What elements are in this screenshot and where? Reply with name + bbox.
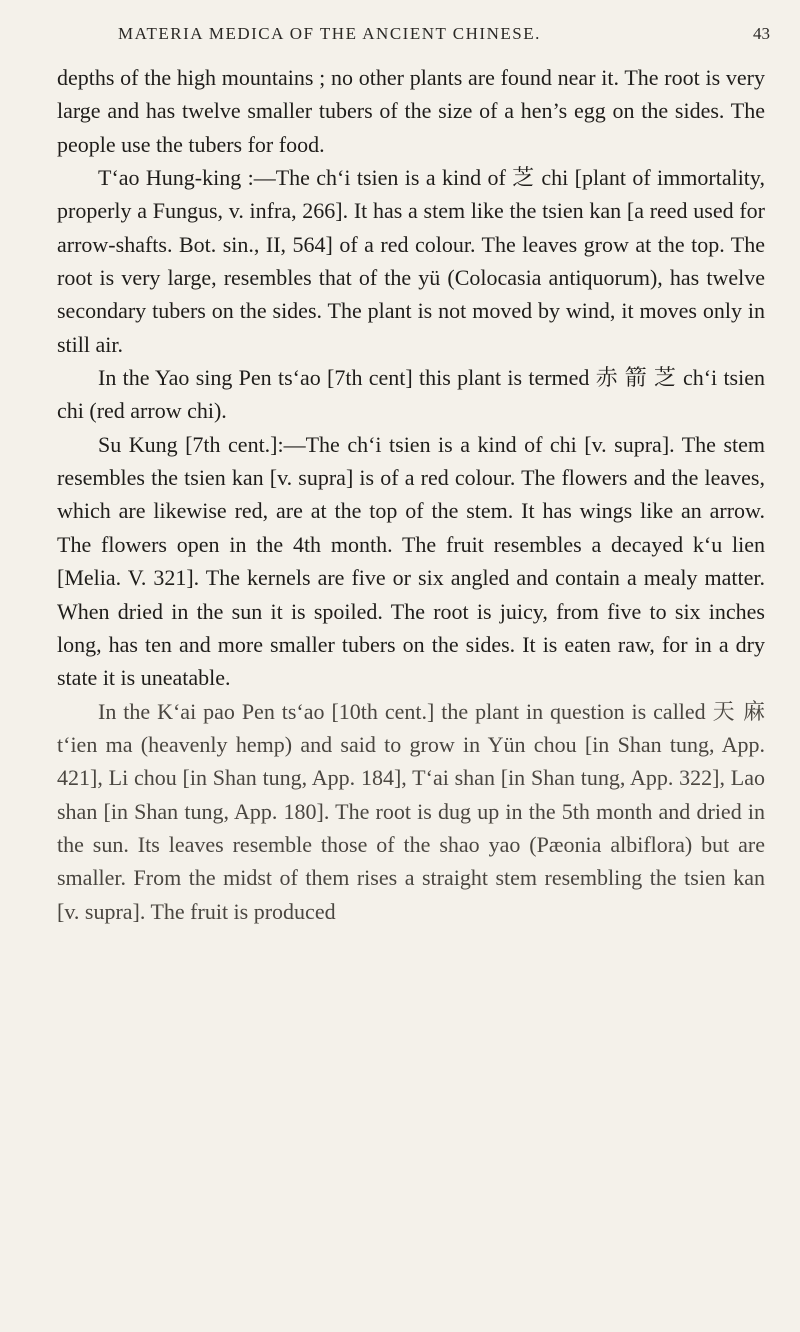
paragraph-continued: depths of the high mountains ; no other plants are found near it. The root is very large and has twelve smaller tubers of the size of a hen’s egg on the sides. The people use the tubers for food. <box>57 65 765 157</box>
running-header <box>118 24 770 44</box>
page-number: 43 <box>753 24 770 43</box>
body-text <box>57 61 765 928</box>
running-title: MATERIA MEDICA OF THE ANCIENT CHINESE. <box>118 24 541 43</box>
paragraph-tao-hung-king: T‘ao Hung-king :—The ch‘i tsien is a kind of 芝 chi [plant of immortality, properly a Fungus, v. infra, 266]. It has a stem like the tsien kan [a reed used for arrow-shafts. Bot. sin., II, 564] of a red colour. The leaves grow at the top. The root is very large, resembles that of the yü (Colocasia antiquorum), has twelve secondary tubers on the sides. The plant is not moved by wind, it moves only in still air. <box>57 165 765 357</box>
paragraph-yao-sing: In the Yao sing Pen ts‘ao [7th cent] this plant is termed 赤 箭 芝 ch‘i tsien chi (red arrow chi). <box>57 365 765 424</box>
paragraph-su-kung: Su Kung [7th cent.]:—The ch‘i tsien is a kind of chi [v. supra]. The stem resembles the tsien kan [v. supra] is of a red colour. The flowers and the leaves, which are likewise red, are at the top of the stem. It has wings like an arrow. The flowers open in the 4th month. The fruit resembles a decayed k‘u lien [Melia. V. 321]. The kernels are five or six angled and contain a mealy matter. When dried in the sun it is spoiled. The root is juicy, from five to six inches long, has ten and more smaller tubers on the sides. It is eaten raw, for in a dry state it is uneatable. <box>57 431 765 691</box>
paragraph-kai-pao: In the K‘ai pao Pen ts‘ao [10th cent.] the plant in question is called 天 麻 t‘ien ma (heavenly hemp) and said to grow in Yün chou [in Shan tung, App. 421], Li chou [in Shan tung, App. 184], T‘ai shan [in Shan tung, App. 322], Lao shan [in Shan tung, App. 180]. The root is dug up in the 5th month and dried in the sun. Its leaves resemble those of the shao yao (Pæonia albiflora) but are smaller. From the midst of them rises a straight stem resembling the tsien kan [v. supra]. The fruit is produced <box>57 698 765 924</box>
